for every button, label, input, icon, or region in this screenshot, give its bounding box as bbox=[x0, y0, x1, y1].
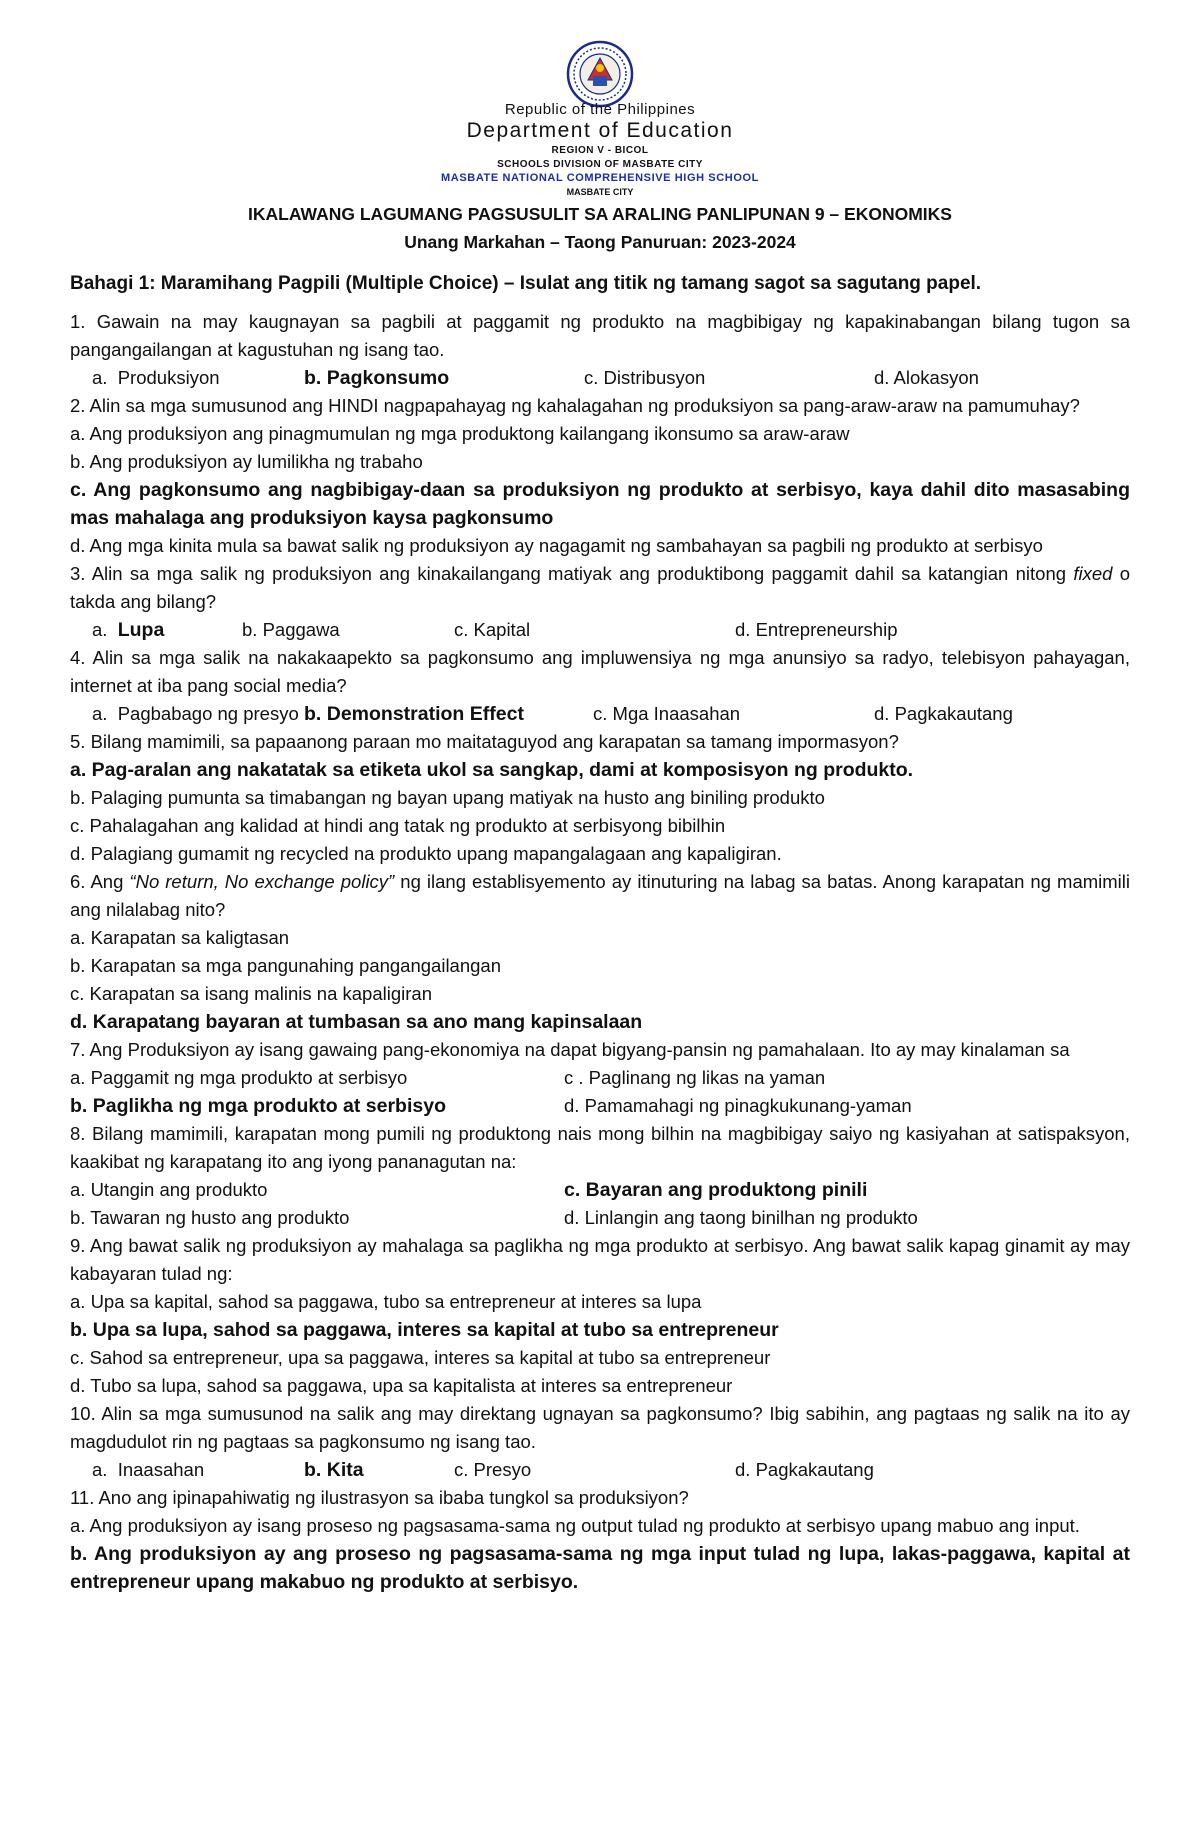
option-c: c. Distribusyon bbox=[584, 367, 706, 388]
option-c: c . Paglinang ng likas na yaman bbox=[564, 1067, 826, 1088]
question-7-options-row1 bbox=[70, 1064, 1130, 1092]
question-11: 11. Ano ang ipinapahiwatig ng ilustrasyon sa ibaba tungkol sa produksiyon? bbox=[70, 1487, 689, 1508]
option-b: b. Paggawa bbox=[242, 619, 340, 640]
option-d: d. Entrepreneurship bbox=[735, 619, 898, 640]
option-b: b. Palaging pumunta sa timabangan ng bayan upang matiyak na husto ang biniling produkto bbox=[70, 787, 825, 808]
deped-seal-icon bbox=[566, 40, 634, 108]
department-name: Department of Education bbox=[466, 119, 734, 142]
question-2: 2. Alin sa mga sumusunod ang HINDI nagpapahayag ng kahalagahan ng produksiyon sa pang-araw-araw na pamumuhay? bbox=[70, 395, 1080, 416]
question-5: 5. Bilang mamimili, sa papaanong paraan mo maitataguyod ang karapatan sa tamang impormasyon? bbox=[70, 731, 899, 752]
question-7-options-row2 bbox=[70, 1092, 1130, 1120]
option-c: c. Presyo bbox=[454, 1459, 532, 1480]
option-a: a. Upa sa kapital, sahod sa paggawa, tubo sa entrepreneur at interes sa lupa bbox=[70, 1291, 702, 1312]
question-8-options-row2 bbox=[70, 1204, 1130, 1232]
question-10-options bbox=[70, 1456, 1130, 1484]
option-a: a. Utangin ang produkto bbox=[70, 1179, 268, 1200]
option-b: b. Upa sa lupa, sahod sa paggawa, interes sa kapital at tubo sa entrepreneur bbox=[70, 1319, 779, 1341]
option-d: d. Linlangin ang taong binilhan ng produkto bbox=[564, 1207, 918, 1228]
question-4: 4. Alin sa mga salik na nakakaapekto sa pagkonsumo ang impluwensiya ng mga anunsiyo sa radyo, telebisyon pahayagan, internet at iba pang social media? bbox=[70, 647, 1130, 696]
question-8: 8. Bilang mamimili, karapatan mong pumili ng produktong nais mong bilhin na magbibigay saiyo ng kasiyahan at satispaksyon, kaakibat ng karapatang ito ang iyong pananagutan na: bbox=[70, 1123, 1130, 1172]
question-7: 7. Ang Produksiyon ay isang gawaing pang-ekonomiya na dapat bigyang-pansin ng pamahalaan. Ito ay may kinalaman sa bbox=[70, 1039, 1070, 1060]
option-c: c. Bayaran ang produktong pinili bbox=[564, 1179, 868, 1201]
option-b: b. Demonstration Effect bbox=[304, 703, 524, 725]
option-d: d. Karapatang bayaran at tumbasan sa ano mang kapinsalaan bbox=[70, 1011, 643, 1033]
question-9: 9. Ang bawat salik ng produksiyon ay mahalaga sa paglikha ng mga produkto at serbisyo. Ang bawat salik kapag ginamit ay may kabayaran tulad ng: bbox=[70, 1235, 1130, 1284]
option-c: c. Pahalagahan ang kalidad at hindi ang tatak ng produkto at serbisyong bibilhin bbox=[70, 815, 726, 836]
question-6: 6. Ang “No return, No exchange policy” ng ilang establisyemento ay itinuturing na labag sa batas. Anong karapatan ng mamimili ang nilalabag nito? bbox=[70, 871, 1130, 920]
option-b: b. Paglikha ng mga produkto at serbisyo bbox=[70, 1095, 446, 1117]
option-d: d. Pagkakautang bbox=[874, 703, 1013, 724]
school-name: MASBATE NATIONAL COMPREHENSIVE HIGH SCHOOL bbox=[441, 172, 759, 184]
option-b: b. Ang produksiyon ay lumilikha ng trabaho bbox=[70, 451, 423, 472]
option-d: d. Pamamahagi ng pinagkukunang-yaman bbox=[564, 1095, 912, 1116]
option-b: b. Tawaran ng husto ang produkto bbox=[70, 1207, 350, 1228]
option-a: a. Ang produksiyon ang pinagmumulan ng mga produktong kailangang ikonsumo sa araw-araw bbox=[70, 423, 850, 444]
question-8-options-row1 bbox=[70, 1176, 1130, 1204]
option-c: c. Sahod sa entrepreneur, upa sa paggawa, interes sa kapital at tubo sa entrepreneur bbox=[70, 1347, 771, 1368]
question-1-options bbox=[70, 364, 1130, 392]
option-b: b. Ang produksiyon ay ang proseso ng pagsasama-sama ng mga input tulad ng lupa, lakas-paggawa, kapital at entrepreneur upang makabuo ng produkto at serbisyo. bbox=[70, 1543, 1130, 1593]
question-10: 10. Alin sa mga sumusunod na salik ang may direktang ugnayan sa pagkonsumo? Ibig sabihin, ang pagtaas ng salik na ito ay magdudulot rin ng pagtaas sa pagkonsumo ng isang tao. bbox=[70, 1403, 1130, 1452]
option-b: b. Karapatan sa mga pangunahing pangangailangan bbox=[70, 955, 502, 976]
option-a: a. Pagbabago ng presyo bbox=[92, 703, 299, 724]
question-3-options bbox=[70, 616, 1130, 644]
option-a: a. Lupa bbox=[92, 619, 165, 641]
division-line: SCHOOLS DIVISION OF MASBATE CITY bbox=[497, 159, 703, 170]
option-a: a. Produksiyon bbox=[92, 367, 220, 388]
option-c: c. Mga Inaasahan bbox=[593, 703, 741, 724]
option-c: c. Ang pagkonsumo ang nagbibigay-daan sa produksiyon ng produkto at serbisyo, kaya dahil dito masasabing mas mahalaga ang produksiyon kaysa pagkonsumo bbox=[70, 479, 1130, 529]
republic-line: Republic of the Philippines bbox=[504, 101, 696, 118]
option-a: a. Inaasahan bbox=[92, 1459, 205, 1480]
exam-title: IKALAWANG LAGUMANG PAGSUSULIT SA ARALING PANLIPUNAN 9 – EKONOMIKS bbox=[248, 204, 952, 224]
option-d: d. Ang mga kinita mula sa bawat salik ng produksiyon ay nagagamit ng sambahayan sa pagbili ng produkto at serbisyo bbox=[70, 535, 1043, 556]
question-3: 3. Alin sa mga salik ng produksiyon ang kinakailangang matiyak ang produktibong paggamit dahil sa katangian nitong fixed o takda ang bilang? bbox=[70, 563, 1130, 612]
question-4-options bbox=[70, 700, 1130, 728]
option-b: b. Kita bbox=[304, 1459, 364, 1481]
option-d: d. Pagkakautang bbox=[735, 1459, 874, 1480]
exam-subtitle: Unang Markahan – Taong Panuruan: 2023-2024 bbox=[404, 232, 796, 252]
option-d: d. Tubo sa lupa, sahod sa paggawa, upa sa kapitalista at interes sa entrepreneur bbox=[70, 1375, 733, 1396]
option-c: c. Karapatan sa isang malinis na kapaligiran bbox=[70, 983, 432, 1004]
option-a: a. Paggamit ng mga produkto at serbisyo bbox=[70, 1067, 408, 1088]
instructions: Bahagi 1: Maramihang Pagpili (Multiple Choice) – Isulat ang titik ng tamang sagot sa sagutang papel. bbox=[70, 273, 982, 294]
option-d: d. Palagiang gumamit ng recycled na produkto upang mapangalagaan ang kapaligiran. bbox=[70, 843, 782, 864]
question-1: 1. Gawain na may kaugnayan sa pagbili at paggamit ng produkto na magbibigay ng kapakinabangan bilang tugon sa pangangailangan at kagustuhan ng isang tao. bbox=[70, 311, 1130, 360]
option-a: a. Karapatan sa kaligtasan bbox=[70, 927, 290, 948]
city-line: MASBATE CITY bbox=[566, 187, 634, 197]
exam-body bbox=[70, 270, 1130, 1596]
option-c: c. Kapital bbox=[454, 619, 531, 640]
option-a: a. Ang produksiyon ay isang proseso ng pagsasama-sama ng output tulad ng produkto at serbisyo upang mabuo ang input. bbox=[70, 1515, 1080, 1536]
region-line: REGION V - BICOL bbox=[551, 145, 649, 156]
option-d: d. Alokasyon bbox=[874, 367, 979, 388]
option-a: a. Pag-aralan ang nakatatak sa etiketa ukol sa sangkap, dami at komposisyon ng produkto. bbox=[70, 759, 914, 781]
option-b: b. Pagkonsumo bbox=[304, 367, 450, 389]
